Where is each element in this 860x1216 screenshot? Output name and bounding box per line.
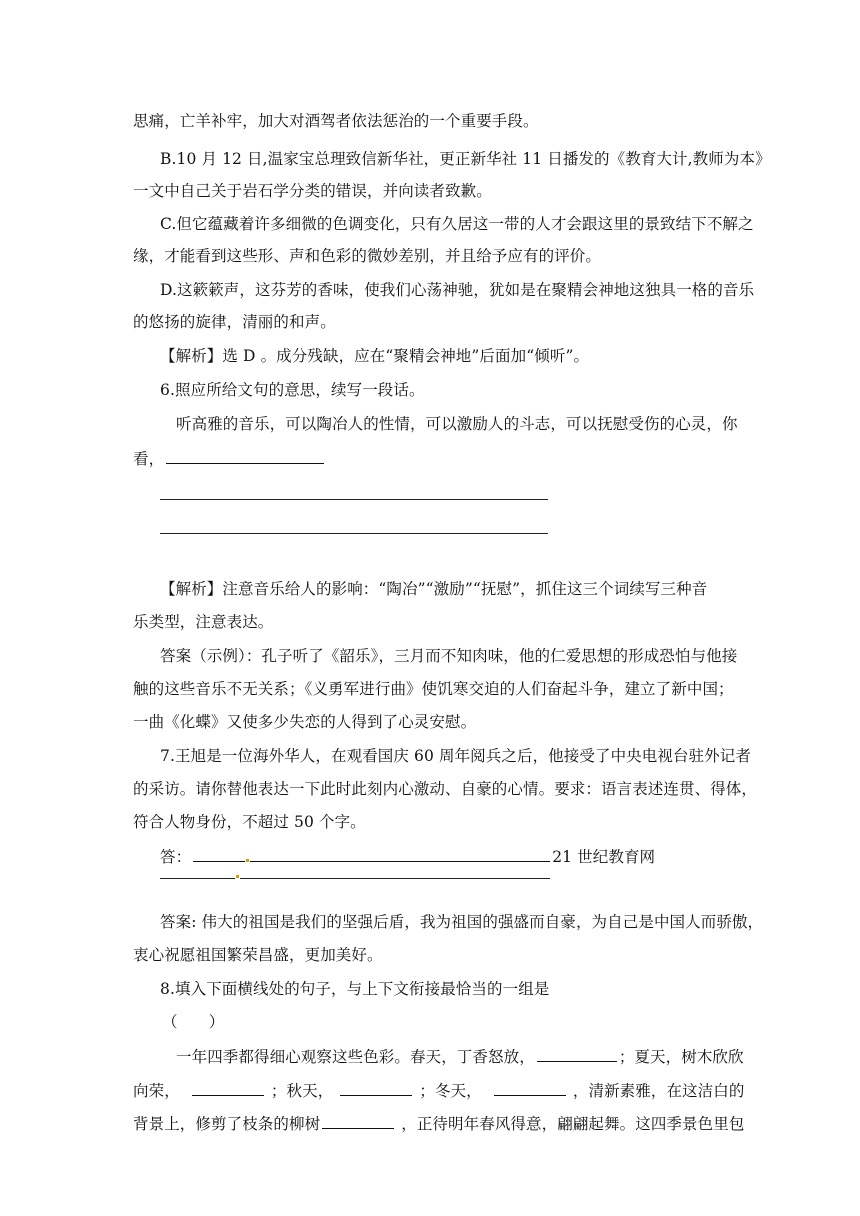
answer-line (160, 846, 770, 867)
answer-blank-line[interactable] (240, 878, 550, 879)
text-span: ；夏天，树木欣欣 (618, 1048, 744, 1066)
analysis-line: 【解析】选 D 。成分残缺，应在“聚精会神地”后面加“倾听”。 (160, 347, 590, 365)
text-line (176, 1046, 786, 1067)
text-span: 背景上，修剪了枝条的柳树 (133, 1115, 321, 1133)
option-d-line: D.这簌簌声，这芬芳的香味，使我们心荡神驰，犹如是在聚精会神地这独具一格的音乐 (160, 281, 755, 299)
text-line: 一文中自己关于岩石学分类的错误，并向读者致歉。 (133, 182, 492, 200)
option-b-line: B.10 月 12 日,温家宝总理致信新华社，更正新华社 11 日播发的《教育大计,教师为本》 (160, 150, 771, 168)
text-line: 乐类型，注意表达。 (133, 613, 274, 631)
option-c-line: C.但它蕴藏着许多细微的色调变化，只有久居这一带的人才会跟这里的景致结下不解之 (160, 215, 754, 233)
text-line: 衷心祝愿祖国繁荣昌盛，更加美好。 (133, 946, 383, 964)
text-line (133, 1080, 743, 1101)
answer-blank[interactable] (250, 846, 550, 862)
watermark-text: 21 世纪教育网 (552, 848, 656, 866)
answer-blank[interactable] (193, 846, 245, 862)
text-line: 缘，才能看到这些形、声和色彩的微妙差别，并且给予应有的评价。 (133, 247, 602, 265)
answer-blank[interactable] (494, 1080, 566, 1096)
text-span: 一年四季都得细心观察这些色彩。春天，丁香怒放， (176, 1048, 535, 1066)
watermark-dot (246, 859, 249, 862)
text-line: 的悠扬的旋律，清丽的和声。 (133, 313, 336, 331)
choice-parentheses: （ ） (162, 1013, 225, 1031)
text-line: 思痛，亡羊补牢，加大对酒驾者依法惩治的一个重要手段。 (133, 112, 539, 130)
text-span: 看， (133, 450, 165, 468)
answer-blank-line[interactable] (160, 878, 235, 879)
question-6-title: 6.照应所给文句的意思，续写一段话。 (160, 381, 425, 399)
text-span: 向荣， (133, 1082, 180, 1100)
answer-blank[interactable] (166, 448, 324, 464)
text-span: ；秋天， (270, 1082, 334, 1100)
answer-blank[interactable] (322, 1113, 394, 1129)
text-line: 的采访。请你替他表达一下此时此刻内心激动、自豪的心情。要求：语言表述连贯、得体， (133, 780, 758, 798)
text-span: ，清新素雅，在这洁白的 (572, 1082, 745, 1100)
watermark-dot (236, 875, 239, 878)
question-7-title: 7.王旭是一位海外华人，在观看国庆 60 周年阅兵之后，他接受了中央电视台驻外记者 (160, 747, 751, 765)
answer-blank[interactable] (192, 1080, 264, 1096)
text-line: 触的这些音乐不无关系；《义勇军进行曲》使饥寒交迫的人们奋起斗争，建立了新中国； (133, 680, 734, 698)
answer-label: 答： (160, 848, 192, 866)
answer-blank[interactable] (537, 1046, 617, 1062)
text-line (133, 448, 743, 469)
answer-line: 答案: 伟大的祖国是我们的坚强后盾，我为祖国的强盛而自豪，为自己是中国人而骄傲， (160, 913, 764, 931)
text-span: ；冬天， (419, 1082, 482, 1100)
text-line: 一曲《化蝶》又使多少失恋的人得到了心灵安慰。 (133, 713, 477, 731)
text-line: 听高雅的音乐，可以陶冶人的性情，可以激励人的斗志，可以抚慰受伤的心灵，你 (176, 415, 738, 433)
question-8-title: 8.填入下面横线处的句子，与上下文衔接最恰当的一组是 (160, 980, 550, 998)
answer-blank[interactable] (340, 1080, 412, 1096)
analysis-line: 【解析】注意音乐给人的影响：“陶冶”“激励”“抚慰”，抓住这三个词续写三种音 (160, 580, 708, 598)
text-line: 符合人物身份，不超过 50 个字。 (133, 813, 366, 831)
text-line (133, 1113, 743, 1134)
answer-blank-line[interactable] (160, 499, 548, 500)
answer-blank-line[interactable] (160, 533, 548, 534)
text-span: ，正待明年春风得意，翩翩起舞。这四季景色里包 (401, 1115, 745, 1133)
answer-example-line: 答案（示例）：孔子听了《韶乐》，三月而不知肉味，他的仁爱思想的形成恐怕与他接 (160, 647, 738, 665)
